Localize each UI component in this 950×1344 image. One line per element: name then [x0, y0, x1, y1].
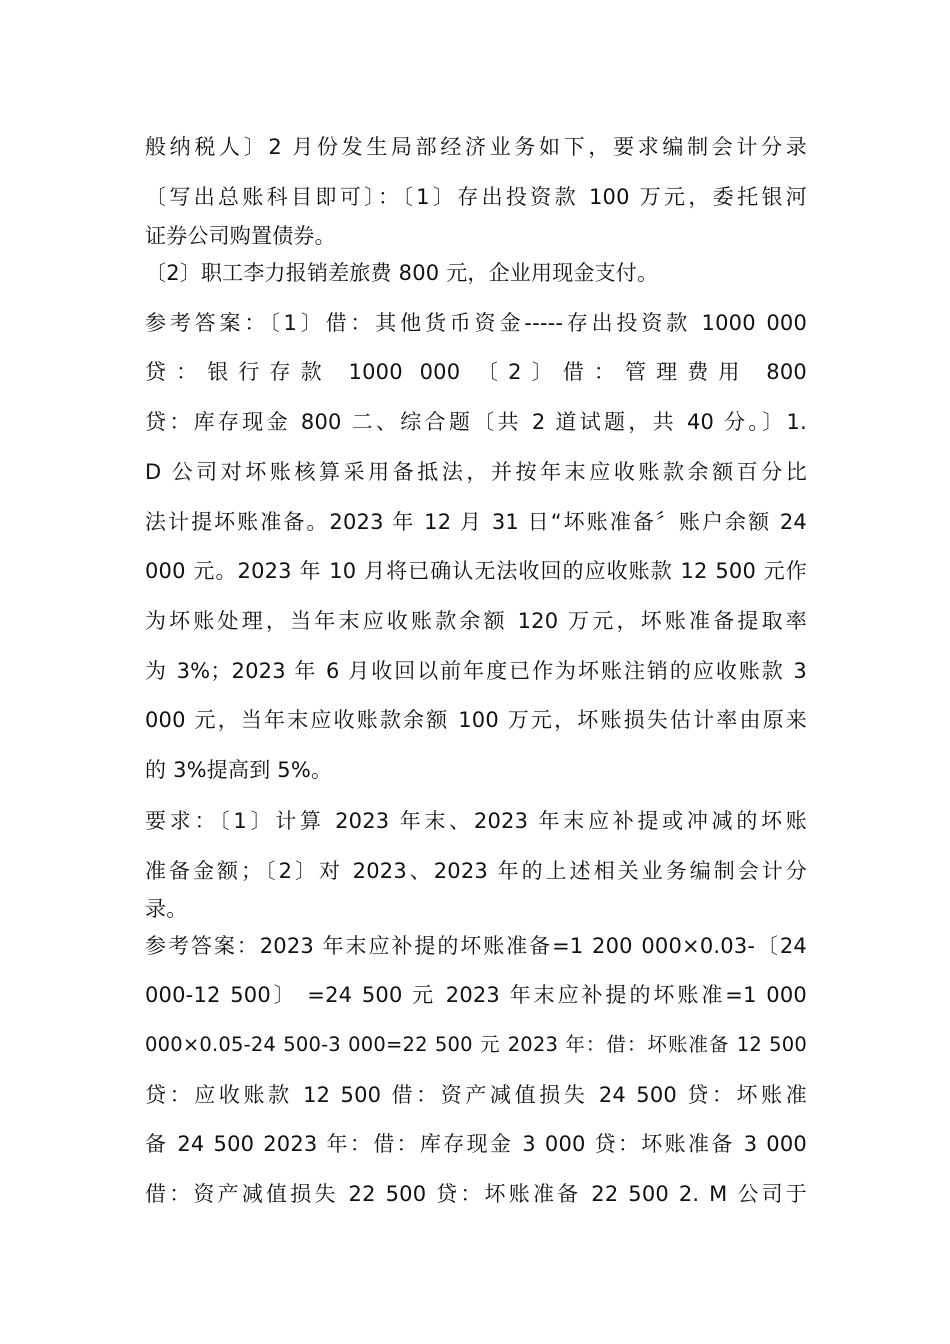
text-line: 000-12 500〕 =24 500 元 2023 年末应补提的坏账准=1 000 [145, 983, 807, 1007]
text-line: 参考答案：2023 年末应补提的坏账准备=1 200 000×0.03-〔24 [145, 934, 807, 958]
text-line: 借：资产减值损失 22 500 贷：坏账准备 22 500 2. M 公司于 [145, 1182, 807, 1206]
text-line: 要求：〔1〕计算 2023 年末、2023 年末应补提或冲减的坏账 [145, 809, 807, 833]
text-line: 证券公司购置债券。 [145, 224, 336, 248]
text-line: 000 元，当年末应收账款余额 100 万元，坏账损失估计率由原来 [145, 708, 807, 732]
text-line: 的 3%提高到 5%。 [145, 758, 333, 782]
text-line: 为坏账处理，当年末应收账款余额 120 万元，坏账准备提取率 [145, 609, 807, 633]
text-line: 般纳税人〕2 月份发生局部经济业务如下，要求编制会计分录 [145, 135, 807, 159]
text-line: 〔写出总账科目即可〕：〔1〕存出投资款 100 万元，委托银河 [145, 185, 807, 209]
text-line: 000×0.05-24 500-3 000=22 500 元 2023 年：借：坏账准备 12 500 [145, 1033, 807, 1056]
text-line: 法计提坏账准备。2023 年 12 月 31 日“坏账准备〞账户余额 24 [145, 510, 807, 534]
text-line: 000 元。2023 年 10 月将已确认无法收回的应收账款 12 500 元作 [145, 559, 807, 583]
text-line: 为 3%；2023 年 6 月收回以前年度已作为坏账注销的应收账款 3 [145, 659, 807, 683]
text-line: 备 24 500 2023 年：借：库存现金 3 000 贷：坏账准备 3 000 [145, 1132, 807, 1156]
text-line: 录。 [145, 897, 188, 921]
text-line: 贷：库存现金 800 二、综合题〔共 2 道试题，共 40 分。〕1. [145, 410, 807, 434]
text-line: 〔2〕职工李力报销差旅费 800 元，企业用现金支付。 [145, 261, 659, 285]
text-line: 贷：银行存款 1000 000 〔2〕借：管理费用 800 [145, 360, 807, 384]
text-line: 准备金额；〔2〕对 2023、2023 年的上述相关业务编制会计分 [145, 859, 807, 883]
text-line: 参考答案：〔1〕借：其他货币资金-----存出投资款 1000 000 [145, 311, 807, 335]
text-line: D 公司对坏账核算采用备抵法，并按年末应收账款余额百分比 [145, 460, 807, 484]
text-line: 贷：应收账款 12 500 借：资产减值损失 24 500 贷：坏账准 [145, 1083, 807, 1107]
